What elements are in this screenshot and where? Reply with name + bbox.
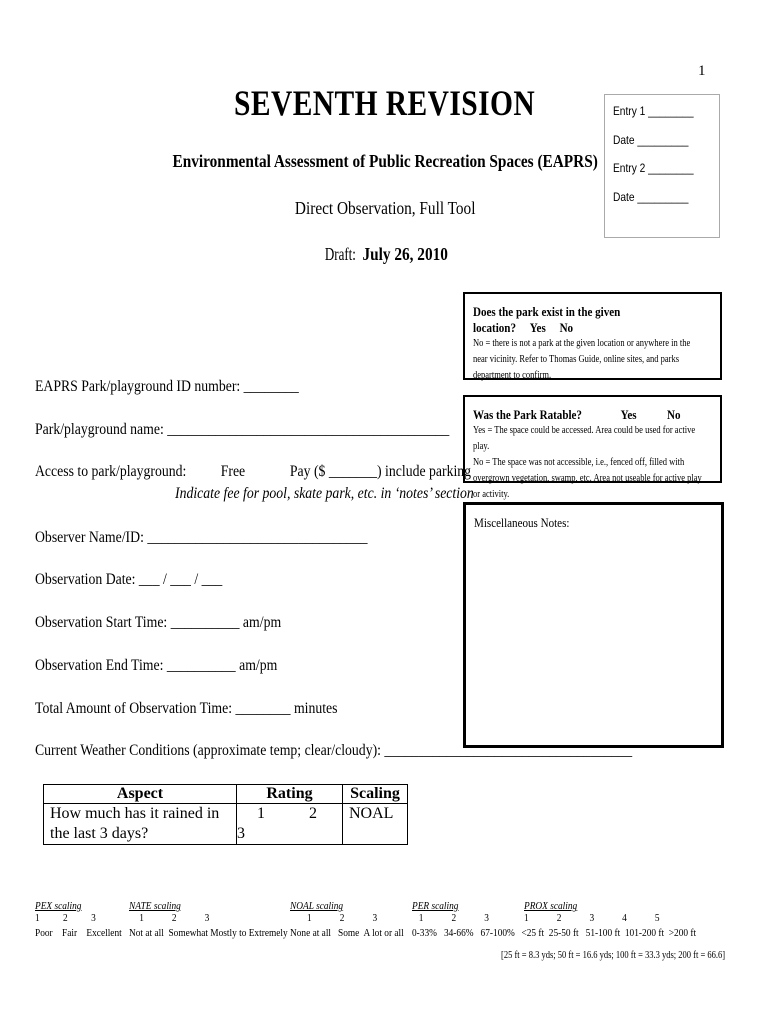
aspect-header: Aspect — [44, 785, 237, 804]
start-time-field[interactable]: Observation Start Time: __________ am/pm — [35, 614, 282, 631]
nate-numbers: 1 2 3 — [139, 912, 210, 924]
access-label: Access to park/playground: — [35, 463, 187, 480]
prox-note: [25 ft = 8.3 yds; 50 ft = 16.6 yds; 100 ft = 33.3 yds; 200 ft = 66.6] — [501, 950, 726, 961]
pex-title: PEX scaling — [35, 900, 82, 912]
prox-scale — [521, 900, 727, 939]
end-time-field[interactable]: Observation End Time: __________ am/pm — [35, 657, 278, 674]
access-pay-option[interactable]: Pay ($ _______) include parking — [289, 463, 472, 480]
rating-cell[interactable] — [237, 804, 343, 845]
weather-field[interactable]: Current Weather Conditions (approximate temp; clear/cloudy): ____________________________________ — [35, 742, 633, 759]
noal-title: NOAL scaling — [290, 900, 344, 912]
access-free-option[interactable]: Free — [220, 463, 246, 480]
prox-labels: <25 ft 25-50 ft 51-100 ft 101-200 ft >200 ft — [521, 927, 697, 939]
table-header-row — [44, 785, 408, 804]
date-1-field[interactable]: Date _________ — [613, 133, 689, 147]
misc-notes-label: Miscellaneous Notes: — [474, 515, 570, 530]
draft-label: Draft: — [324, 244, 356, 264]
rating-option-3[interactable]: 3 — [237, 825, 245, 842]
draft-date: July 26, 2010 — [362, 244, 448, 264]
park-ratable-note-no: No = The space was not accessible, i.e., fenced off, filled with overgrown vegetation, swamp, etc. Area not useable for active play or activity. — [473, 457, 702, 500]
rating-header: Rating — [237, 785, 343, 804]
park-exists-question: Does the park exist in the given location? Yes No — [473, 304, 621, 335]
scaling-header: Scaling — [343, 785, 408, 804]
prox-title: PROX scaling — [524, 900, 578, 912]
noal-scale — [290, 900, 424, 939]
park-exists-box — [463, 292, 722, 380]
noal-labels: None at all Some A lot or all — [290, 927, 404, 939]
park-ratable-no[interactable]: No — [666, 407, 681, 422]
pex-labels: Poor Fair Excellent — [35, 927, 122, 939]
per-scale — [412, 900, 533, 939]
table-row — [44, 804, 408, 845]
entry-2-field[interactable]: Entry 2 ________ — [613, 161, 694, 175]
aspect-cell: How much has it rained in the last 3 days? — [44, 804, 237, 845]
park-ratable-note-yes: Yes = The space could be accessed. Area could be used for active play. — [473, 425, 696, 452]
nate-scale — [129, 900, 316, 939]
per-labels: 0-33% 34-66% 67-100% — [412, 927, 515, 939]
date-2-field[interactable]: Date _________ — [613, 190, 689, 204]
access-field — [35, 463, 542, 481]
access-note: Indicate fee for pool, skate park, etc. in ‘notes’ section — [175, 485, 474, 502]
observation-date-field[interactable]: Observation Date: ___ / ___ / ___ — [35, 571, 223, 588]
park-name-field[interactable]: Park/playground name: _________________________________________ — [35, 421, 450, 438]
title-text: SEVENTH REVISION — [234, 83, 536, 123]
nate-title: NATE scaling — [129, 900, 181, 912]
entry-box — [604, 94, 720, 238]
park-id-field[interactable]: EAPRS Park/playground ID number: ________ — [35, 378, 299, 395]
prox-numbers: 1 2 3 4 5 — [524, 912, 660, 924]
aspect-table — [43, 784, 408, 845]
misc-notes-box[interactable] — [463, 502, 724, 748]
park-exists-yes[interactable]: Yes — [529, 320, 546, 335]
subtitle-text: Environmental Assessment of Public Recreation Spaces (EAPRS) — [172, 151, 598, 171]
park-ratable-question: Was the Park Ratable? Yes No — [473, 407, 681, 422]
park-ratable-yes[interactable]: Yes — [620, 407, 637, 422]
entry-1-field[interactable]: Entry 1 ________ — [613, 104, 694, 118]
per-title: PER scaling — [412, 900, 459, 912]
tool-type-text: Direct Observation, Full Tool — [294, 198, 476, 218]
rating-option-1[interactable]: 1 — [257, 805, 265, 822]
park-exists-note: No = there is not a park at the given location or anywhere in the near vicinity. Refer to Thomas Guide, online sites, and parks department to confirm. — [473, 338, 691, 381]
park-exists-no[interactable]: No — [559, 320, 574, 335]
nate-labels: Not at all Somewhat Mostly to Extremely — [129, 927, 288, 939]
per-numbers: 1 2 3 — [418, 912, 489, 924]
rating-option-2[interactable]: 2 — [309, 805, 317, 822]
observer-field[interactable]: Observer Name/ID: ________________________________ — [35, 529, 368, 546]
scaling-cell: NOAL — [343, 804, 408, 845]
draft-line — [0, 244, 770, 265]
total-time-field[interactable]: Total Amount of Observation Time: ________ minutes — [35, 700, 338, 717]
page-number: 1 — [698, 63, 706, 79]
pex-scale — [35, 900, 137, 939]
noal-numbers: 1 2 3 — [307, 912, 378, 924]
pex-numbers: 1 2 3 — [35, 912, 96, 924]
